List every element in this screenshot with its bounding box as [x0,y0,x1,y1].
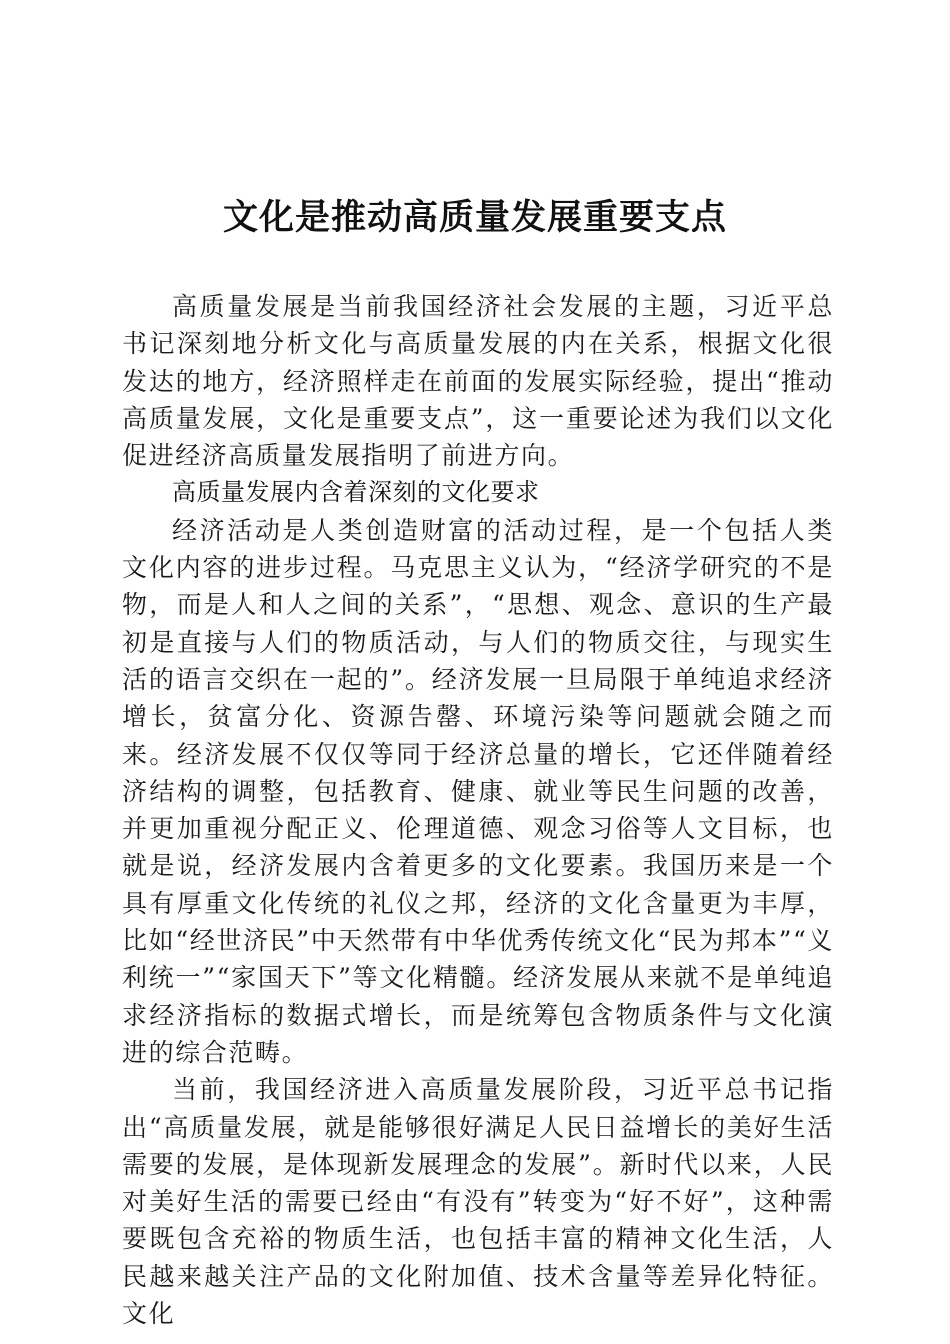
section-paragraph-1: 经济活动是人类创造财富的活动过程，是一个包括人类文化内容的进步过程。马克思主义认为，“经济学研究的不是物，而是人和人之间的关系”，“思想、观念、意识的生产最初是直接与人们的物质活动，与人们的物质交往，与现实生活的语言交织在一起的”。经济发展一旦局限于单纯追求经济增长，贫富分化、资源告罄、环境污染等问题就会随之而来。经济发展不仅仅等同于经济总量的增长，它还伴随着经济结构的调整，包括教育、健康、就业等民生问题的改善，并更加重视分配正义、伦理道德、观念习俗等人文目标，也就是说，经济发展内含着更多的文化要素。我国历来是一个具有厚重文化传统的礼仪之邦，经济的文化含量更为丰厚，比如“经世济民”中天然带有中华优秀传统文化“民为邦本”“义利统一”“家国天下”等文化精髓。经济发展从来就不是单纯追求经济指标的数据式增长，而是统筹包含物质条件与文化演进的综合范畴。 [122,515,834,1067]
intro-paragraph: 高质量发展是当前我国经济社会发展的主题，习近平总书记深刻地分析文化与高质量发展的内在关系，根据文化很发达的地方，经济照样走在前面的发展实际经验，提出“推动高质量发展，文化是重要支点”，这一重要论述为我们以文化促进经济高质量发展指明了前进方向。 [122,292,834,471]
section-paragraph-2: 当前，我国经济进入高质量发展阶段，习近平总书记指出“高质量发展，就是能够很好满足人民日益增长的美好生活需要的发展，是体现新发展理念的发展”。新时代以来，人民对美好生活的需要已经由“有没有”转变为“好不好”，这种需要既包含充裕的物质生活，也包括丰富的精神文化生活，人民越来越关注产品的文化附加值、技术含量等差异化特征。文化 [122,1075,834,1329]
document-body [122,288,834,1332]
section-heading: 高质量发展内含着深刻的文化要求 [172,478,540,507]
document-title: 文化是推动高质量发展重要支点 [222,197,727,238]
